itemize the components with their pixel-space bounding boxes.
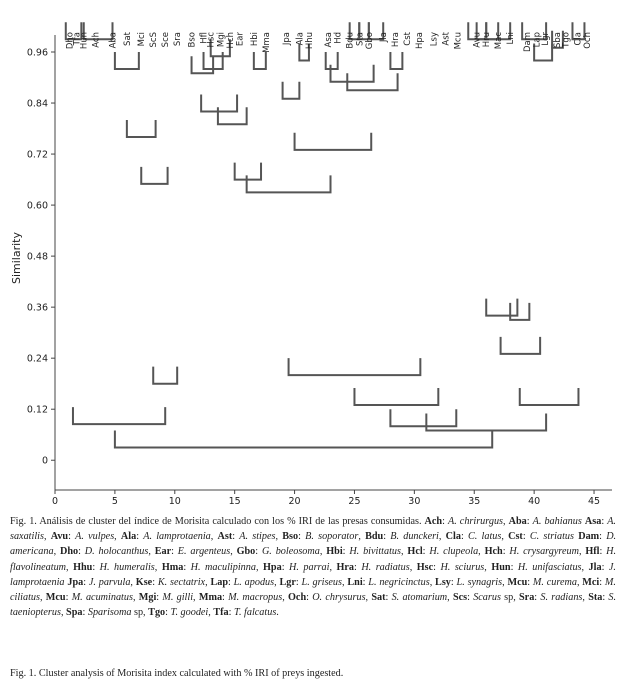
dendrogram-link [501, 337, 541, 354]
leaf-label: Hpa [415, 32, 426, 49]
leaf-label: Ala [295, 32, 306, 46]
leaf-label: Sta [355, 32, 366, 46]
species-name: H. bivittatus [349, 546, 401, 558]
leaf-label: Mgi [216, 32, 227, 48]
caption-text: , [274, 576, 280, 588]
caption-text: : [534, 592, 541, 604]
dendrogram-link [115, 430, 492, 447]
dendrogram-link [510, 303, 529, 320]
caption-text: , [401, 546, 408, 558]
y-axis-label: Similarity [10, 231, 23, 285]
species-name: H. sciurus [440, 561, 485, 573]
leaf-label: Ast [441, 32, 452, 46]
leaf-label: Hd [333, 32, 344, 44]
species-abbreviation: Bdu [365, 531, 384, 543]
leaf-label: Ach [91, 32, 102, 48]
dendrogram-link [295, 133, 372, 150]
leaf-label: Bso [187, 32, 198, 48]
species-name: O. chrysurus [312, 592, 366, 604]
leaf-label: Och [582, 32, 593, 49]
leaf-label: Ear [235, 32, 246, 47]
species-abbreviation: Hpa [263, 561, 282, 573]
species-name: H. unifasciatus [517, 561, 582, 573]
species-name: E. argenteus [177, 546, 231, 558]
caption-text: , [205, 576, 211, 588]
species-abbreviation: Sta [588, 592, 603, 604]
leaf-label: Mac [494, 32, 505, 50]
species-name: A. vulpes [75, 531, 115, 543]
caption-text: : [152, 576, 158, 588]
caption-text: : [362, 576, 369, 588]
species-abbreviation: Hfl [585, 546, 600, 558]
dendrogram-link [115, 52, 139, 69]
caption-text: : [442, 516, 448, 527]
species-name: B. soporator [305, 531, 359, 543]
leaf-label: Mma [261, 32, 272, 53]
x-tick-label: 20 [288, 496, 301, 507]
caption-text: : [342, 546, 350, 558]
caption-text: Fig. 1. Análisis de cluster del índice de Morisita calculado con los % IRI de las presas consumidas. [10, 516, 425, 527]
y-tick-label: 0.12 [26, 404, 48, 416]
caption-text: : [82, 607, 88, 619]
dendrogram-link [247, 175, 331, 192]
leaf-label: Sba [552, 32, 563, 48]
species-abbreviation: Jpa [67, 576, 84, 588]
species-name: L. apodus [233, 576, 275, 588]
species-abbreviation: Lni [347, 576, 363, 588]
species-abbreviation: Gbo [236, 546, 256, 558]
y-tick-label: 0.60 [26, 200, 48, 212]
y-tick-label: 0.24 [26, 353, 48, 365]
leaf-label: Hfl [199, 32, 210, 44]
dendrogram-link [235, 163, 261, 180]
species-name: L. negricinctus [368, 576, 430, 588]
species-name: H. flavolineatum [10, 546, 617, 573]
caption-text: , [501, 531, 509, 543]
y-tick-label: 0.84 [26, 98, 48, 110]
species-abbreviation: Mma [198, 592, 223, 604]
species-abbreviation: Scs [452, 592, 468, 604]
leaf-label: Dam [522, 32, 533, 53]
species-abbreviation: Dam [578, 531, 600, 543]
dendrogram-link [254, 52, 266, 69]
caption-text: , [148, 546, 155, 558]
caption-text: : [255, 546, 262, 558]
species-abbreviation: Hch [484, 546, 503, 558]
species-abbreviation: Mci [582, 576, 600, 588]
species-abbreviation: Ear [154, 546, 172, 558]
caption-text: , [208, 607, 214, 619]
dendrogram-link [127, 120, 156, 137]
y-tick-label: 0 [41, 455, 48, 467]
axis-ticks [27, 48, 600, 507]
species-name: A. saxatilis [10, 516, 616, 543]
leaf-label: Hbi [249, 32, 260, 47]
axes [55, 35, 612, 490]
species-abbreviation: Kse [135, 576, 153, 588]
caption-text: sp, [131, 607, 149, 619]
species-abbreviation: Lsy [435, 576, 451, 588]
caption-text: , [130, 576, 136, 588]
x-tick-label: 25 [348, 496, 361, 507]
caption-text: , [581, 561, 589, 573]
caption-text: : [136, 531, 144, 543]
caption-spanish [10, 514, 616, 620]
species-name: J. lamprotaenia [10, 561, 616, 588]
caption-text: , [210, 531, 218, 543]
species-abbreviation: Hma [161, 561, 184, 573]
species-name: H. clupeola [429, 546, 479, 558]
caption-text: : [526, 516, 533, 527]
leaf-label: Sce [161, 32, 172, 48]
caption-text: : [92, 561, 100, 573]
species-abbreviation: Mgi [138, 592, 157, 604]
caption-text: : [601, 561, 609, 573]
caption-english: Fig. 1. Cluster analysis of Morisita index calculated with % IRI of preys ingested. [10, 668, 344, 679]
species-name: A. lamprotaenia [143, 531, 211, 543]
x-tick-label: 30 [408, 496, 421, 507]
species-abbreviation: Lap [210, 576, 228, 588]
caption-text: : [306, 592, 313, 604]
dendrogram-links [66, 22, 585, 447]
caption-text: , [43, 531, 51, 543]
dendrogram-link [153, 367, 177, 384]
species-abbreviation: Cla [445, 531, 461, 543]
leaf-label: Hsc [206, 32, 217, 48]
species-name: A. chrirurgus [447, 516, 504, 527]
dendrogram-link [326, 52, 338, 69]
dendrogram-link [73, 407, 165, 424]
caption-text: : [422, 546, 430, 558]
species-name: H. parrai [289, 561, 330, 573]
species-name: M. acuminatus [71, 592, 133, 604]
leaf-label: Hru [482, 32, 493, 48]
caption-text: , [60, 607, 67, 619]
species-abbreviation: Hhu [73, 561, 93, 573]
caption-text: , [478, 546, 485, 558]
caption-text: , [255, 561, 263, 573]
species-abbreviation: Lgr [279, 576, 296, 588]
species-abbreviation: Hra [336, 561, 355, 573]
dendrogram-link [141, 167, 167, 184]
species-abbreviation: Asa [584, 516, 602, 527]
caption-text: , [114, 531, 121, 543]
species-abbreviation: Aba [508, 516, 527, 527]
leaf-label: Mci [137, 32, 148, 47]
leaf-label: Hra [391, 32, 402, 48]
caption-text: : [78, 546, 85, 558]
dendrogram-link [218, 107, 247, 124]
leaf-label: Sat [122, 32, 133, 46]
caption-text: . [276, 607, 279, 619]
caption-text: : [354, 561, 362, 573]
species-abbreviation: Mcu [45, 592, 66, 604]
leaf-label: Cst [403, 32, 414, 46]
species-name: K. sectatrix [157, 576, 206, 588]
dendrogram-link [390, 52, 402, 69]
caption-text: , [484, 561, 492, 573]
species-name: Sparisoma [87, 607, 132, 619]
species-abbreviation: Tgo [148, 607, 166, 619]
dendrogram-link [201, 95, 237, 112]
caption-text: , [576, 576, 583, 588]
caption-text: : [599, 531, 607, 543]
caption-text: , [66, 561, 74, 573]
x-tick-label: 10 [168, 496, 181, 507]
species-abbreviation: Sat [371, 592, 386, 604]
caption-text: : [599, 576, 605, 588]
leaf-label: Jla [379, 32, 390, 43]
caption-text: , [275, 531, 283, 543]
leaf-label: Avu [472, 32, 483, 48]
x-tick-label: 15 [228, 496, 241, 507]
caption-text: : [450, 576, 457, 588]
species-name: B. dunckeri [390, 531, 439, 543]
species-abbreviation: Sra [519, 592, 535, 604]
x-tick-label: 40 [528, 496, 541, 507]
x-tick-label: 0 [51, 496, 59, 507]
leaf-label: Tgo [561, 32, 572, 48]
species-abbreviation: Och [288, 592, 307, 604]
leaf-label: ScS [149, 32, 160, 48]
caption-text: , [193, 592, 199, 604]
caption-text: : [232, 531, 240, 543]
leaf-label: Tfa [72, 32, 83, 46]
species-abbreviation: Jla [588, 561, 602, 573]
caption-text: : [522, 531, 530, 543]
caption-text: : [281, 561, 289, 573]
species-name: M. gilli [162, 592, 194, 604]
caption-text: , [154, 561, 162, 573]
species-abbreviation: Tfa [213, 607, 229, 619]
species-name: M. ciliatus [10, 576, 616, 604]
leaf-label: Sra [173, 32, 184, 47]
caption-text: : [165, 607, 171, 619]
caption-text: : [527, 576, 533, 588]
leaf-label: Lgr [540, 32, 551, 46]
dendrogram-link [192, 56, 214, 73]
caption-text: : [65, 592, 72, 604]
caption-text: : [602, 592, 609, 604]
leaf-labels [65, 31, 592, 52]
caption-text: : [385, 592, 392, 604]
species-abbreviation: Bso [282, 531, 299, 543]
species-abbreviation: Spa [66, 607, 83, 619]
species-name: T. falcatus [234, 607, 277, 619]
caption-text: , [438, 531, 446, 543]
dendrogram-link [520, 388, 579, 405]
caption-text: sp, [500, 592, 520, 604]
species-abbreviation: Ala [120, 531, 137, 543]
caption-text: : [171, 546, 178, 558]
caption-text: : [433, 561, 441, 573]
leaf-label: Lni [506, 32, 517, 45]
species-name: D. holocanthus [84, 546, 149, 558]
species-name: D. americana [10, 531, 617, 558]
caption-text: , [342, 576, 348, 588]
caption-text: , [40, 592, 46, 604]
species-name: H. maculipinna [190, 561, 256, 573]
leaf-label: Cla [573, 32, 584, 46]
caption-text: , [409, 561, 417, 573]
caption-text: : [222, 592, 229, 604]
leaf-label: Bdu [345, 32, 356, 49]
species-abbreviation: Ach [424, 516, 443, 527]
caption-text: : [510, 561, 518, 573]
caption-text: , [132, 592, 139, 604]
dendrogram-link [390, 409, 456, 426]
caption-text: : [83, 576, 89, 588]
species-abbreviation: Hbi [326, 546, 343, 558]
dendrogram-link [426, 413, 546, 430]
species-abbreviation: Dho [59, 546, 79, 558]
leaf-label: Jpa [282, 32, 293, 46]
caption-text: : [467, 592, 474, 604]
species-name: H. humeralis [99, 561, 155, 573]
caption-text: , [319, 546, 327, 558]
leaf-label: Hch [225, 32, 236, 49]
caption-text: , [578, 546, 586, 558]
species-name: S. radians [540, 592, 583, 604]
dendrogram-link [486, 299, 517, 316]
species-abbreviation: Mcu [507, 576, 528, 588]
species-name: S. taeniopterus [10, 592, 617, 619]
caption-text: , [365, 592, 372, 604]
caption-text: : [601, 516, 608, 527]
species-name: M. macropus [228, 592, 283, 604]
y-tick-label: 0.72 [26, 149, 48, 161]
caption-text: : [228, 576, 234, 588]
species-name: G. boleosoma [261, 546, 320, 558]
leaf-label: Dho [65, 32, 76, 50]
species-name: L. griseus [301, 576, 342, 588]
dendrogram-link [289, 358, 421, 375]
species-name: J. parvula [88, 576, 131, 588]
x-tick-label: 45 [587, 496, 601, 507]
species-name: M. curema [532, 576, 577, 588]
caption-text: , [358, 531, 366, 543]
caption-text: : [68, 531, 76, 543]
caption-text: , [53, 546, 60, 558]
leaf-label: Lsy [429, 32, 440, 47]
caption-text: : [599, 546, 607, 558]
dendrogram-link [354, 388, 438, 405]
species-name: Scarus [473, 592, 501, 604]
species-name: T. goodei [170, 607, 209, 619]
caption-text: , [503, 516, 509, 527]
caption-text: , [502, 576, 508, 588]
dendrogram-link [283, 82, 300, 99]
species-name: H. radiatus [361, 561, 410, 573]
species-abbreviation: Avu [50, 531, 69, 543]
caption-text: : [460, 531, 468, 543]
leaf-label: Hhu [304, 32, 315, 50]
leaf-label: Asa [324, 32, 335, 48]
caption-text: : [502, 546, 510, 558]
species-name: S. atomarium [391, 592, 448, 604]
caption-text: , [329, 561, 337, 573]
species-abbreviation: Hcl [407, 546, 423, 558]
species-abbreviation: Cst [508, 531, 523, 543]
x-tick-label: 35 [468, 496, 481, 507]
caption-text: , [582, 592, 589, 604]
leaf-label: Gbo [364, 32, 375, 50]
caption-text: : [156, 592, 163, 604]
caption-text: : [383, 531, 391, 543]
y-tick-label: 0.36 [26, 302, 48, 314]
x-tick-label: 5 [111, 496, 118, 507]
leaf-label: Mcu [453, 32, 464, 50]
leaf-label: Hun [79, 32, 90, 50]
species-name: A. stipes [239, 531, 276, 543]
species-name: A. bahianus [532, 516, 582, 527]
caption-text: , [230, 546, 237, 558]
species-abbreviation: Ast [217, 531, 233, 543]
leaf-label: Aba [108, 32, 119, 49]
caption-text: , [429, 576, 436, 588]
species-name: H. crysargyreum [509, 546, 579, 558]
caption-text: : [228, 607, 235, 619]
caption-text: : [298, 531, 306, 543]
y-tick-label: 0.96 [26, 47, 48, 59]
leaf-label: Lap [532, 32, 543, 48]
caption-text: , [282, 592, 288, 604]
y-tick-label: 0.48 [26, 251, 48, 263]
species-name: L. synagris [456, 576, 503, 588]
caption-text: : [295, 576, 302, 588]
caption-text: , [447, 592, 453, 604]
caption-text: : [183, 561, 191, 573]
species-name: C. latus [467, 531, 502, 543]
species-name: C. striatus [529, 531, 574, 543]
species-abbreviation: Hsc [416, 561, 434, 573]
species-abbreviation: Hun [491, 561, 511, 573]
